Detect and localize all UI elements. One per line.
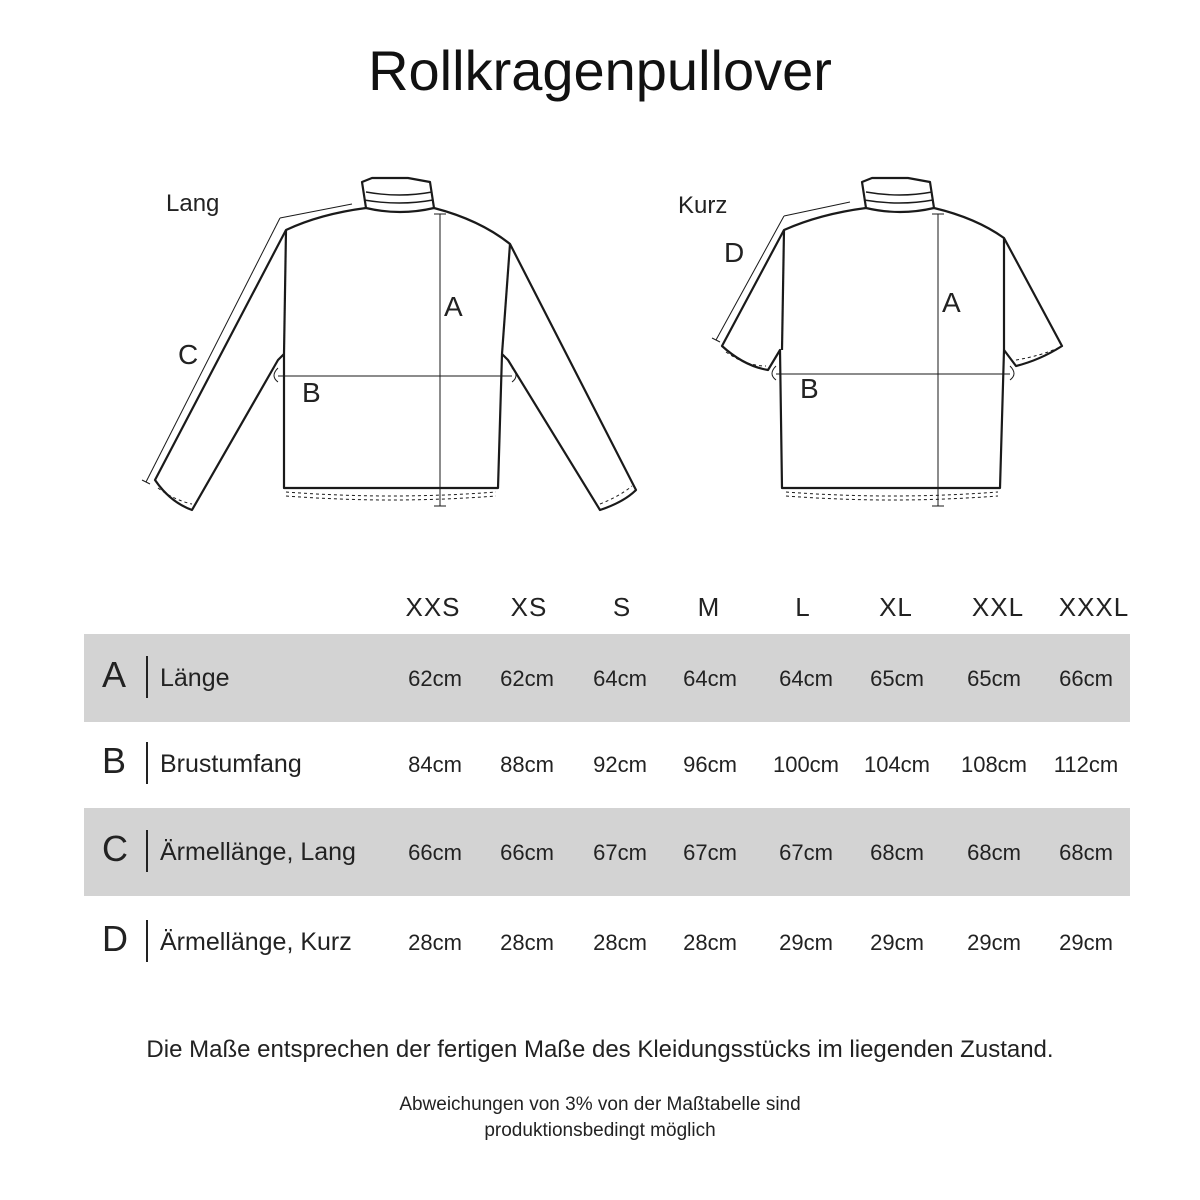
tolerance-note-line-1: Abweichungen von 3% von der Maßtabelle sind — [399, 1094, 801, 1115]
table-cell: 68cm — [870, 840, 924, 865]
armhole-seam-right — [502, 244, 510, 354]
table-row-a — [84, 634, 1130, 722]
tolerance-note — [0, 1092, 1200, 1144]
table-cell: 64cm — [779, 666, 833, 691]
table-cell: 64cm — [683, 666, 737, 691]
cuff-stitch-right — [600, 486, 632, 504]
row-letter: A — [102, 654, 127, 695]
size-header-cell: XXL — [971, 592, 1025, 622]
table-cell: 100cm — [772, 752, 840, 777]
marker-b: B — [302, 377, 321, 408]
size-header-cell: XL — [879, 592, 913, 622]
row-label: Ärmellänge, Kurz — [160, 928, 352, 956]
size-header-cell: XXS — [405, 592, 461, 622]
row-letter: C — [102, 828, 128, 869]
table-cell: 92cm — [593, 752, 647, 777]
table-cell: 28cm — [683, 930, 737, 955]
collar-fold-2 — [864, 200, 933, 203]
hem-stitch-1 — [786, 492, 998, 496]
armhole-seam-left — [284, 230, 286, 354]
short-sleeve-diagram — [660, 170, 1120, 530]
table-row-d — [84, 898, 1130, 986]
sweater-outline — [155, 208, 636, 510]
table-cell: 67cm — [779, 840, 833, 865]
hem-stitch-2 — [786, 496, 998, 500]
hem-stitch-2 — [286, 496, 496, 500]
long-sleeve-diagram — [130, 170, 650, 530]
measure-line-d — [716, 216, 784, 340]
row-label: Brustumfang — [160, 750, 302, 778]
table-cell: 29cm — [1059, 930, 1113, 955]
marker-c: C — [178, 339, 199, 370]
table-row-b — [84, 720, 1130, 808]
size-header-row — [0, 592, 1200, 626]
tolerance-note-line-2: produktionsbedingt möglich — [484, 1120, 716, 1141]
table-cell: 65cm — [870, 666, 924, 691]
collar-fold-1 — [366, 192, 432, 195]
row-letter: B — [102, 740, 127, 781]
table-cell: 112cm — [1053, 752, 1119, 777]
table-cell: 28cm — [500, 930, 554, 955]
table-cell: 28cm — [408, 930, 462, 955]
size-header-cell: S — [612, 592, 632, 622]
row-divider — [146, 742, 148, 784]
table-cell: 67cm — [593, 840, 647, 865]
size-header-cell: M — [697, 592, 721, 622]
table-cell: 65cm — [967, 666, 1021, 691]
figure-label-long: Lang — [166, 190, 220, 217]
table-cell: 28cm — [593, 930, 647, 955]
marker-a: A — [942, 287, 961, 318]
table-cell: 68cm — [967, 840, 1021, 865]
table-cell: 84cm — [408, 752, 462, 777]
table-cell: 66cm — [408, 840, 462, 865]
size-header-cell: XS — [510, 592, 548, 622]
table-cell: 29cm — [870, 930, 924, 955]
table-cell: 96cm — [683, 752, 737, 777]
row-divider — [146, 656, 148, 698]
table-cell: 88cm — [500, 752, 554, 777]
row-divider — [146, 920, 148, 962]
row-label: Länge — [160, 664, 230, 692]
size-header-cell: XXXL — [1058, 592, 1130, 622]
table-cell: 62cm — [408, 666, 462, 691]
armhole-seam-left — [782, 230, 784, 350]
row-divider — [146, 830, 148, 872]
table-cell: 29cm — [779, 930, 833, 955]
collar-fold-2 — [364, 200, 433, 203]
marker-b: B — [800, 373, 819, 404]
table-cell: 66cm — [500, 840, 554, 865]
figure-label-short: Kurz — [678, 192, 728, 219]
row-label: Ärmellänge, Lang — [160, 838, 356, 866]
table-row-c — [84, 808, 1130, 896]
short-sleeve-sweater-drawing — [660, 170, 1120, 530]
table-cell: 66cm — [1059, 666, 1113, 691]
sweater-outline — [722, 208, 1062, 488]
table-cell: 108cm — [960, 752, 1028, 777]
row-letter: D — [102, 918, 128, 959]
table-cell: 62cm — [500, 666, 554, 691]
measure-line-c — [146, 218, 280, 482]
table-cell: 29cm — [967, 930, 1021, 955]
collar-fold-1 — [866, 192, 932, 195]
table-cell: 64cm — [593, 666, 647, 691]
table-cell: 68cm — [1059, 840, 1113, 865]
measurement-note: Die Maße entsprechen der fertigen Maße des Kleidungsstücks im liegenden Zustand. — [146, 1036, 1054, 1063]
table-cell: 104cm — [863, 752, 931, 777]
table-cell: 67cm — [683, 840, 737, 865]
page-title: Rollkragenpullover — [368, 39, 832, 102]
long-sleeve-sweater-drawing — [130, 170, 650, 530]
marker-d: D — [724, 237, 745, 268]
size-header-cell: L — [795, 592, 811, 622]
marker-a: A — [444, 291, 463, 322]
hem-stitch-1 — [286, 492, 496, 496]
